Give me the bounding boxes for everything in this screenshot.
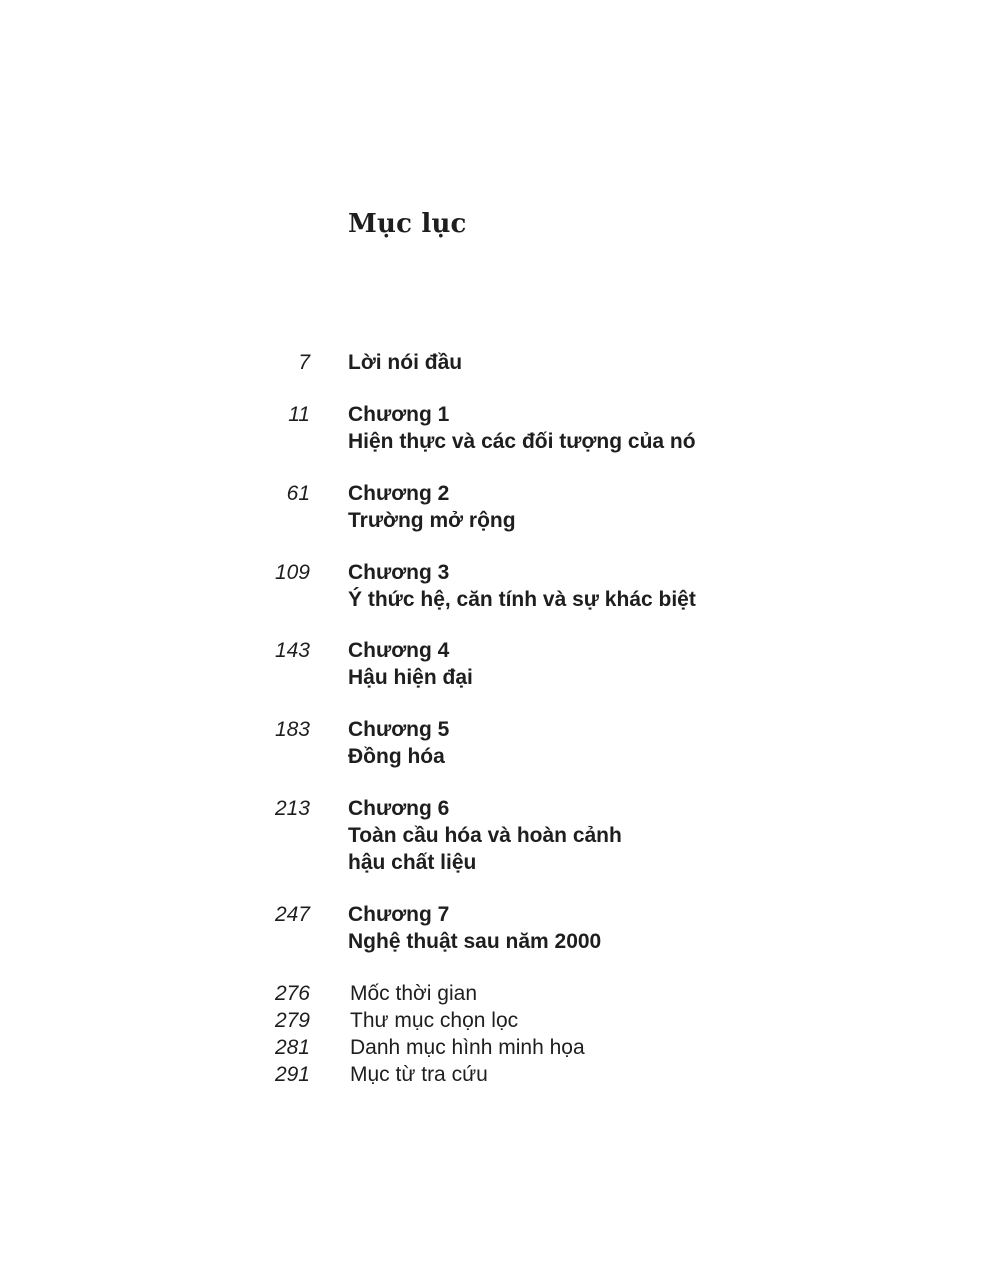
page-number: 279: [274, 1009, 310, 1032]
entry-title: Mốc thời gian: [350, 982, 477, 1005]
page-title: Mục lục: [348, 209, 467, 239]
entry-title: Danh mục hình minh họa: [350, 1036, 585, 1059]
entry-title: [348, 559, 696, 613]
page-number: 291: [274, 1063, 310, 1086]
chapter-label: Chương 5: [348, 718, 450, 741]
chapter-title: Trường mở rộng: [348, 509, 516, 532]
page-number: 143: [274, 639, 310, 662]
chapter-label: Chương 1: [348, 403, 450, 426]
entry-title: [348, 401, 696, 455]
chapter-label: Chương 7: [348, 903, 450, 926]
entry-title: Thư mục chọn lọc: [350, 1009, 519, 1032]
page-number: 61: [286, 482, 310, 505]
entry-title: [348, 795, 622, 876]
page-number: 11: [288, 403, 310, 426]
entry-title: [348, 901, 601, 955]
chapter-title: Hậu hiện đại: [348, 666, 473, 689]
entry-line: Lời nói đầu: [348, 351, 463, 374]
page-number: 183: [274, 718, 310, 741]
page-number: 281: [274, 1036, 310, 1059]
chapter-title: Hiện thực và các đối tượng của nó: [348, 430, 696, 453]
chapter-title: Đồng hóa: [348, 745, 445, 768]
entry-title: [348, 637, 473, 691]
entry-title: [348, 716, 449, 770]
page-number: 247: [274, 903, 310, 926]
chapter-title-continued: hậu chất liệu: [348, 851, 477, 874]
chapter-title: Toàn cầu hóa và hoàn cảnh: [348, 824, 622, 847]
chapter-title: Ý thức hệ, căn tính và sự khác biệt: [348, 588, 696, 611]
chapter-label: Chương 4: [348, 639, 450, 662]
page-number: 109: [274, 561, 310, 584]
chapter-label: Chương 3: [348, 561, 450, 584]
page-number: 213: [274, 797, 310, 820]
entry-title: Mục từ tra cứu: [350, 1063, 488, 1086]
chapter-label: Chương 2: [348, 482, 450, 505]
entry-title: [348, 480, 516, 534]
entry-title: [348, 349, 462, 376]
chapter-label: Chương 6: [348, 797, 450, 820]
page-number: 7: [298, 351, 310, 374]
chapter-title: Nghệ thuật sau năm 2000: [348, 930, 602, 953]
page-number: 276: [274, 982, 310, 1005]
